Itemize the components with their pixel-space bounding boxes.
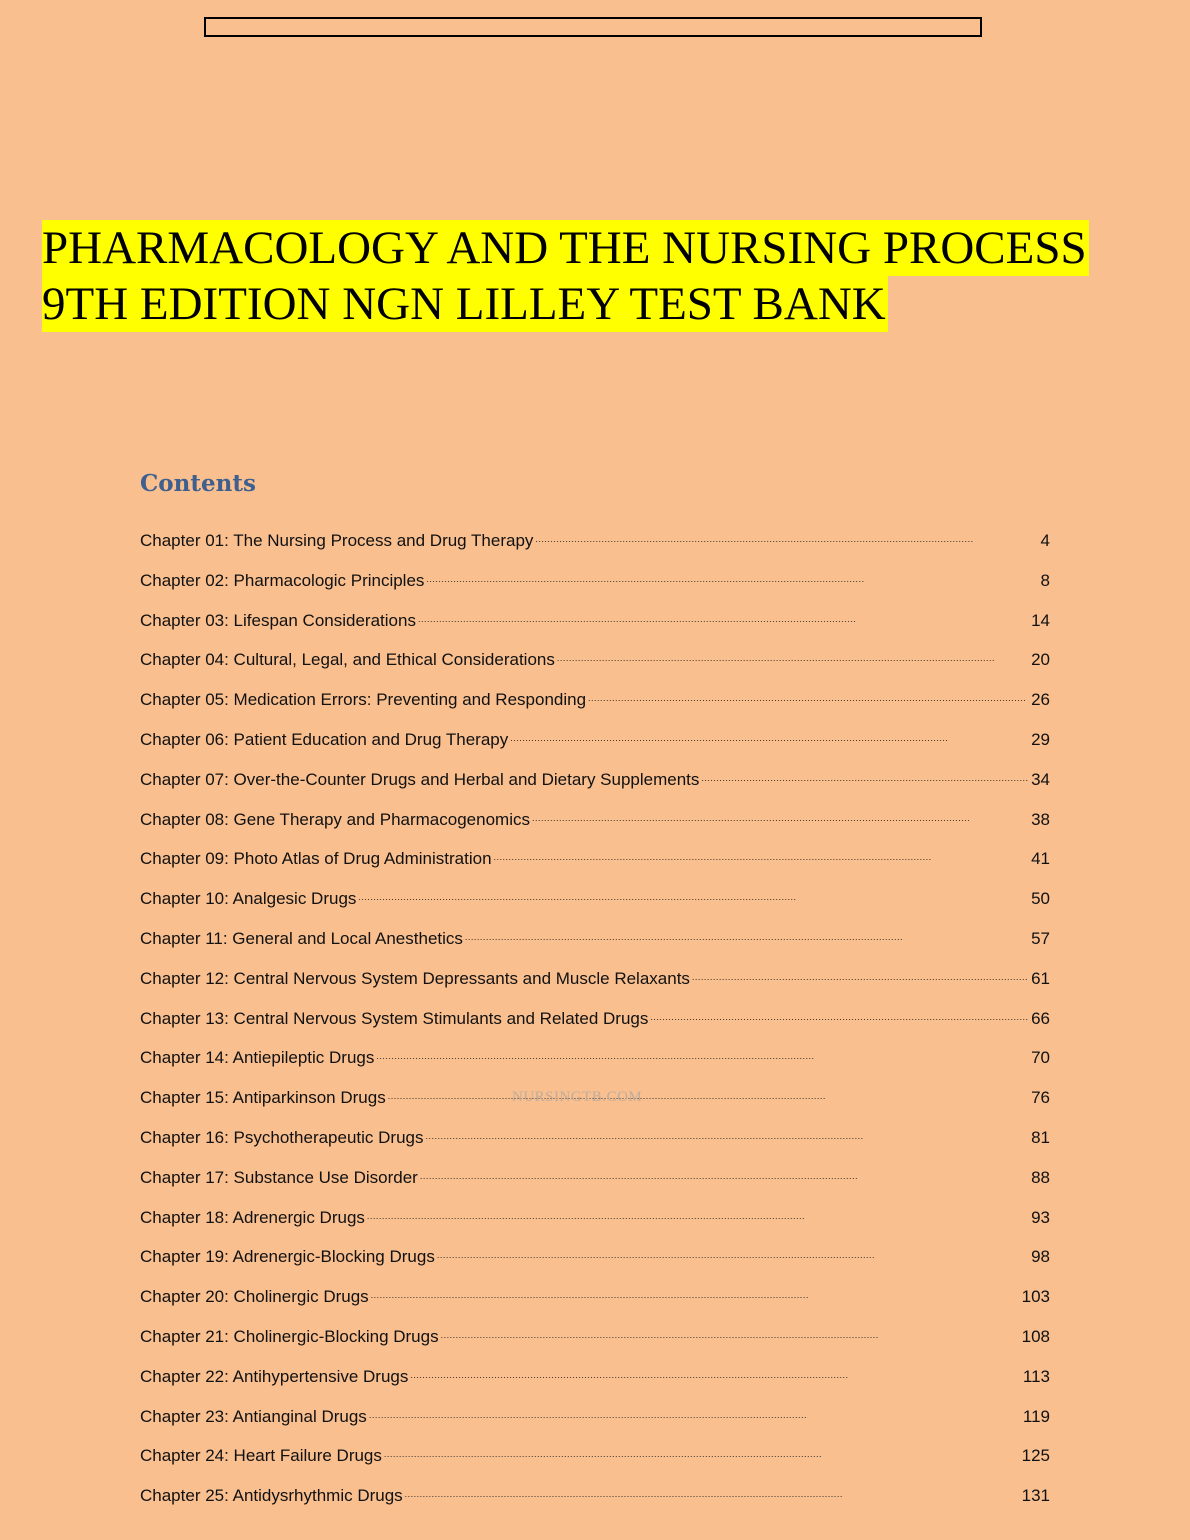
toc-entry[interactable] — [140, 1322, 1050, 1362]
toc-entry-page: 70 — [1031, 1048, 1050, 1068]
toc-leader-dots — [510, 725, 1028, 745]
toc-leader-dots — [692, 964, 1028, 984]
toc-entry-page: 88 — [1031, 1167, 1050, 1187]
toc-leader-dots — [650, 1004, 1028, 1024]
toc-entry-page: 57 — [1031, 928, 1050, 948]
toc-entry-label: Chapter 15: Antiparkinson Drugs — [140, 1088, 386, 1108]
toc-entry-label: Chapter 13: Central Nervous System Stimulants and Related Drugs — [140, 1008, 649, 1028]
toc-leader-dots — [371, 1282, 1019, 1302]
toc-entry-page: 119 — [1022, 1406, 1050, 1426]
toc-entry-page: 125 — [1021, 1446, 1050, 1466]
header-box — [204, 17, 982, 37]
toc-entry-label: Chapter 21: Cholinergic-Blocking Drugs — [140, 1326, 439, 1346]
watermark: NURSINGTB.COM — [512, 1089, 643, 1105]
toc-leader-dots — [367, 1203, 1028, 1223]
toc-entry-page: 81 — [1031, 1127, 1050, 1147]
toc-entry[interactable] — [140, 964, 1050, 1004]
toc-entry[interactable] — [140, 1441, 1050, 1481]
toc-entry-page: 66 — [1031, 1008, 1050, 1028]
toc-leader-dots — [701, 765, 1028, 785]
toc-entry[interactable] — [140, 1203, 1050, 1243]
toc-entry-label: Chapter 07: Over-the-Counter Drugs and Herbal and Dietary Supplements — [140, 769, 700, 789]
toc-entry-label: Chapter 11: General and Local Anesthetics — [140, 928, 463, 948]
toc-entry[interactable] — [140, 1123, 1050, 1163]
toc-entry-page: 113 — [1022, 1366, 1050, 1386]
toc-entry[interactable] — [140, 1402, 1050, 1442]
title-line-2: 9TH EDITION NGN LILLEY TEST BANK — [42, 278, 886, 330]
toc-entry[interactable] — [140, 725, 1050, 765]
toc-entry-page: 103 — [1021, 1287, 1050, 1307]
toc-entry-page: 8 — [1040, 570, 1050, 590]
toc-entry[interactable] — [140, 844, 1050, 884]
toc-leader-dots — [358, 884, 1028, 904]
toc-entry-page: 34 — [1031, 769, 1050, 789]
toc-leader-dots — [532, 805, 1028, 825]
toc-entry[interactable] — [140, 1362, 1050, 1402]
toc-entry[interactable] — [140, 1043, 1050, 1083]
toc-entry[interactable] — [140, 805, 1050, 845]
toc-leader-dots — [384, 1441, 1019, 1461]
toc-entry-page: 29 — [1031, 729, 1050, 749]
toc-entry[interactable] — [140, 1481, 1050, 1521]
toc-entry[interactable] — [140, 1242, 1050, 1282]
toc-leader-dots — [535, 526, 1037, 546]
toc-leader-dots — [420, 1163, 1028, 1183]
toc-entry-page: 20 — [1031, 650, 1050, 670]
toc-leader-dots — [376, 1043, 1028, 1063]
toc-entry-label: Chapter 19: Adrenergic-Blocking Drugs — [140, 1247, 435, 1267]
toc-entry[interactable] — [140, 1282, 1050, 1322]
toc-leader-dots — [410, 1362, 1020, 1382]
toc-entry-page: 131 — [1021, 1486, 1050, 1506]
toc-entry-page: 41 — [1031, 849, 1050, 869]
toc-entry-label: Chapter 14: Antiepileptic Drugs — [140, 1048, 375, 1068]
toc-entry-label: Chapter 06: Patient Education and Drug Therapy — [140, 729, 509, 749]
toc-entry-label: Chapter 04: Cultural, Legal, and Ethical Considerations — [140, 650, 555, 670]
toc-entry-page: 50 — [1031, 889, 1050, 909]
toc-entry-page: 4 — [1040, 531, 1050, 550]
toc-entry[interactable] — [140, 1163, 1050, 1203]
toc-leader-dots — [426, 566, 1037, 586]
toc-entry-label: Chapter 20: Cholinergic Drugs — [140, 1287, 369, 1307]
toc-entry-label: Chapter 17: Substance Use Disorder — [140, 1167, 418, 1187]
toc-leader-dots — [441, 1322, 1019, 1342]
toc-entry-label: Chapter 10: Analgesic Drugs — [140, 889, 357, 909]
toc-entry-label: Chapter 01: The Nursing Process and Drug Therapy — [140, 531, 534, 550]
toc-entry-label: Chapter 22: Antihypertensive Drugs — [140, 1366, 409, 1386]
toc-leader-dots — [418, 606, 1028, 626]
toc-entry-label: Chapter 03: Lifespan Considerations — [140, 610, 416, 630]
toc-entry-label: Chapter 08: Gene Therapy and Pharmacogenomics — [140, 809, 530, 829]
toc-leader-dots — [437, 1242, 1028, 1262]
toc-entry-page: 76 — [1031, 1088, 1050, 1108]
toc-entry-label: Chapter 09: Photo Atlas of Drug Administration — [140, 849, 492, 869]
toc-entry[interactable] — [140, 924, 1050, 964]
toc-entry[interactable] — [140, 526, 1050, 566]
toc-entry-page: 14 — [1031, 610, 1050, 630]
contents-heading: Contents — [140, 470, 256, 497]
toc-entry-label: Chapter 02: Pharmacologic Principles — [140, 570, 425, 590]
toc-entry-page: 26 — [1031, 690, 1050, 710]
toc-entry[interactable] — [140, 765, 1050, 805]
toc-leader-dots — [388, 1083, 1028, 1103]
toc-entry-label: Chapter 05: Medication Errors: Preventing and Responding — [140, 690, 587, 710]
document-title — [42, 220, 1089, 332]
toc-entry-label: Chapter 12: Central Nervous System Depressants and Muscle Relaxants — [140, 968, 690, 988]
toc-entry-page: 61 — [1031, 968, 1050, 988]
toc-entry-label: Chapter 23: Antianginal Drugs — [140, 1406, 367, 1426]
toc-entry-page: 98 — [1031, 1247, 1050, 1267]
toc-entry-label: Chapter 25: Antidysrhythmic Drugs — [140, 1486, 403, 1506]
toc-entry[interactable] — [140, 606, 1050, 646]
toc-entry[interactable] — [140, 884, 1050, 924]
toc-entry-page: 38 — [1031, 809, 1050, 829]
toc-entry-label: Chapter 24: Heart Failure Drugs — [140, 1446, 382, 1466]
toc-leader-dots — [557, 645, 1028, 665]
title-line-1: PHARMACOLOGY AND THE NURSING PROCESS — [42, 222, 1087, 274]
toc-entry-page: 93 — [1031, 1207, 1050, 1227]
toc-entry-label: Chapter 16: Psychotherapeutic Drugs — [140, 1127, 424, 1147]
toc-leader-dots — [494, 844, 1029, 864]
toc-entry[interactable] — [140, 1004, 1050, 1044]
toc-leader-dots — [426, 1123, 1029, 1143]
toc-leader-dots — [465, 924, 1028, 944]
toc-entry-label: Chapter 18: Adrenergic Drugs — [140, 1207, 365, 1227]
toc-entry-page: 108 — [1021, 1326, 1050, 1346]
toc-entry[interactable] — [140, 685, 1050, 725]
toc-entry[interactable] — [140, 566, 1050, 606]
toc-entry[interactable] — [140, 645, 1050, 685]
toc-leader-dots — [369, 1402, 1020, 1422]
toc-leader-dots — [405, 1481, 1019, 1501]
toc-leader-dots — [588, 685, 1028, 705]
table-of-contents — [140, 526, 1050, 1521]
